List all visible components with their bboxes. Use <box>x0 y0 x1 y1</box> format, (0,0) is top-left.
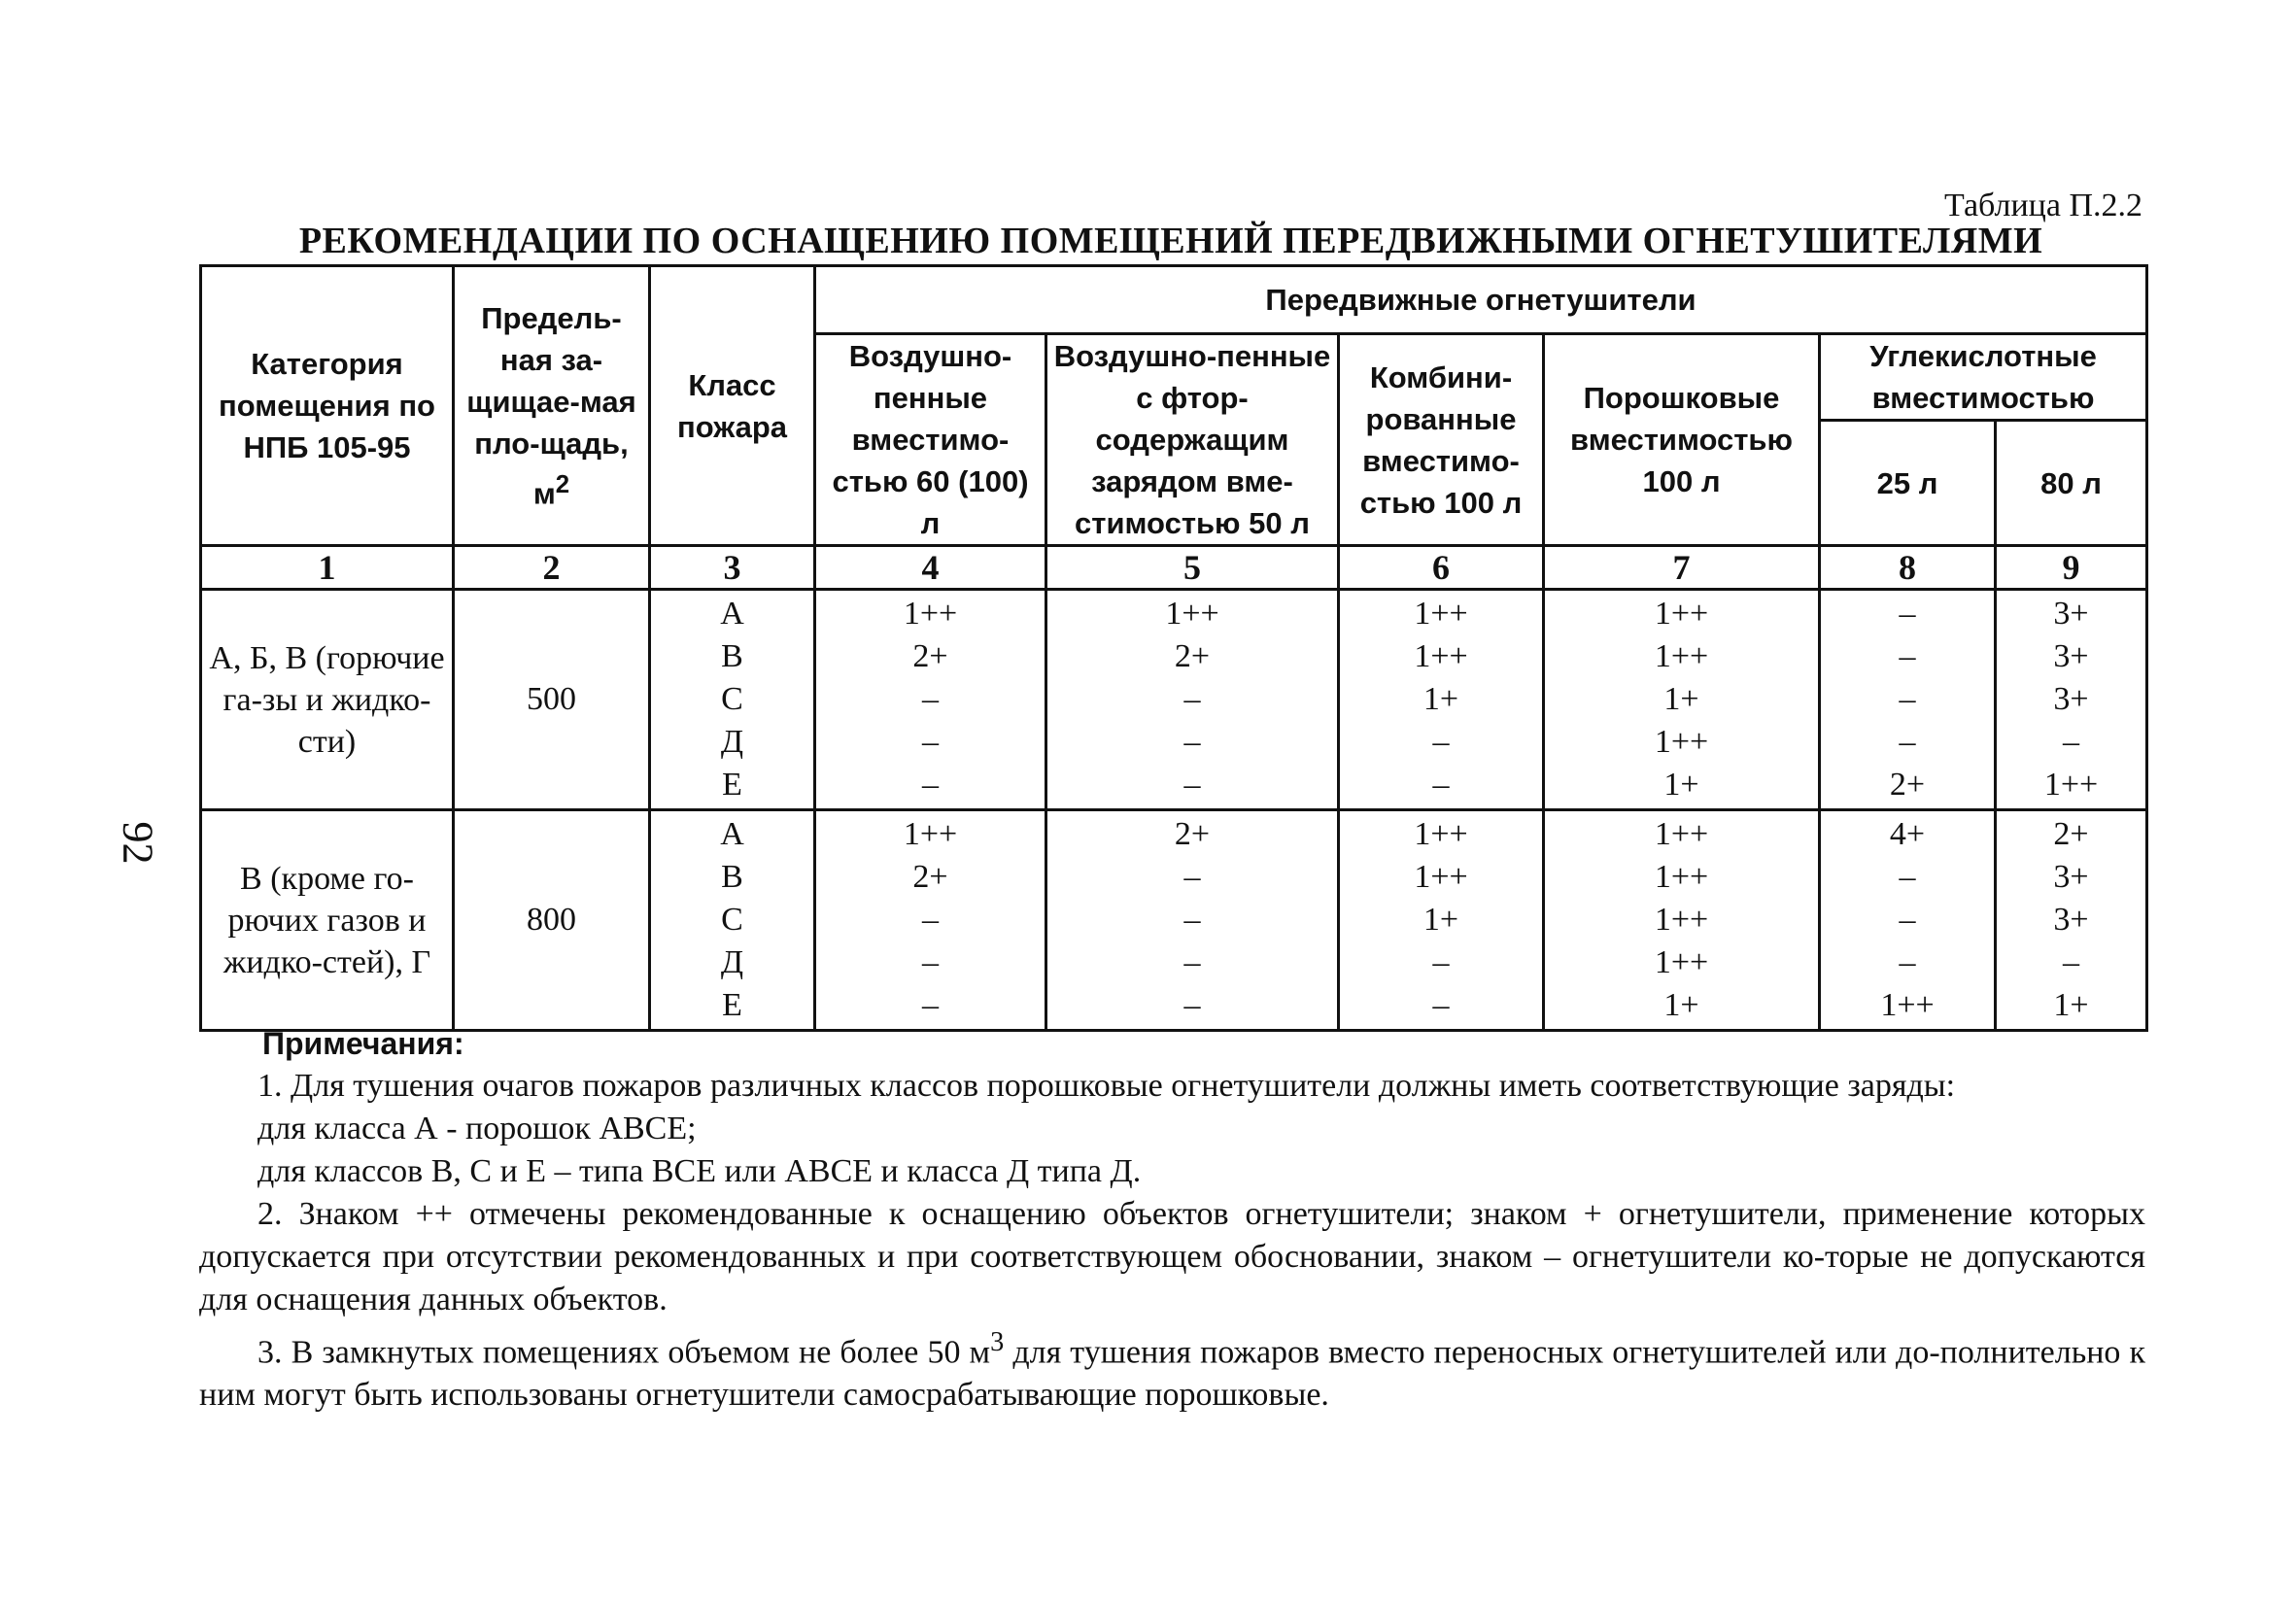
value: – <box>1432 987 1450 1023</box>
note-1a: для класса А - порошок АВСЕ; <box>257 1111 697 1146</box>
value: 4+ <box>1889 816 1926 852</box>
air-foam-cell <box>815 810 1046 1031</box>
column-numbers-row <box>201 546 2147 590</box>
note-2: 2. Знаком ++ отмечены рекомендованные к оснащению объектов огнетушители; знаком + огнетушители, применение которых допускается при отсутствии рекомендованных и при соответствующем обосновании, знаком – огнетушители ко-торые не допускаются для оснащения данных объектов. <box>199 1196 2145 1317</box>
header-mobile: Передвижные огнетушители <box>815 266 2147 334</box>
value: 3+ <box>2053 638 2089 674</box>
note-1b: для классов В, С и Е – типа ВСЕ или АВСЕ и класса Д типа Д. <box>257 1153 1142 1189</box>
value: А <box>720 596 744 632</box>
value: 1++ <box>1654 596 1709 632</box>
value: Е <box>722 767 742 803</box>
value: – <box>1899 638 1916 674</box>
value: 1+ <box>1422 681 1459 717</box>
value: – <box>1432 767 1450 803</box>
value: – <box>922 902 939 938</box>
co2-25-cell <box>1820 810 1996 1031</box>
header-powder: Порошковые вместимостью 100 л <box>1544 334 1820 546</box>
value: 2+ <box>1174 638 1211 674</box>
value: – <box>1183 724 1201 760</box>
header-area-text: Предель-ная за-щищае-мая пло-щадь, м <box>466 300 636 511</box>
value: 1++ <box>1654 816 1709 852</box>
value: – <box>2063 944 2080 980</box>
value: 2+ <box>1174 816 1211 852</box>
combined-cell <box>1339 590 1544 810</box>
value: 1++ <box>2043 767 2099 803</box>
value: – <box>1183 681 1201 717</box>
header-area <box>454 266 650 546</box>
column-number: 5 <box>1046 546 1339 590</box>
value: Д <box>720 724 744 760</box>
page-number: 92 <box>114 821 162 865</box>
class-cell <box>650 810 815 1031</box>
co2-25-cell <box>1820 590 1996 810</box>
header-co2-80: 80 л <box>1996 421 2147 546</box>
column-number: 1 <box>201 546 454 590</box>
value: Е <box>722 987 742 1023</box>
value: 2+ <box>912 638 948 674</box>
value: 1+ <box>1663 681 1699 717</box>
value: В <box>721 638 743 674</box>
column-number: 9 <box>1996 546 2147 590</box>
powder-cell <box>1544 810 1820 1031</box>
value: 2+ <box>2053 816 2089 852</box>
value: – <box>1432 944 1450 980</box>
value: В <box>721 859 743 895</box>
value: – <box>1183 944 1201 980</box>
value: 1++ <box>1880 987 1935 1023</box>
header-combined: Комбини-рованные вместимо-стью 100 л <box>1339 334 1544 546</box>
value: 1+ <box>2053 987 2089 1023</box>
notes-section <box>199 1022 2145 1417</box>
value: 1++ <box>903 816 958 852</box>
note-3-sup: 3 <box>990 1327 1005 1357</box>
powder-cell <box>1544 590 1820 810</box>
area-cell: 500 <box>454 590 650 810</box>
note-3 <box>199 1321 2145 1417</box>
co2-80-cell <box>1996 810 2147 1031</box>
combined-cell <box>1339 810 1544 1031</box>
value: 2+ <box>1889 767 1926 803</box>
header-fire-class: Класс пожара <box>650 266 815 546</box>
value: – <box>1183 902 1201 938</box>
value: С <box>721 681 743 717</box>
header-category: Категория помещения по НПБ 105-95 <box>201 266 454 546</box>
value: – <box>1899 902 1916 938</box>
value: 3+ <box>2053 681 2089 717</box>
value: С <box>721 902 743 938</box>
header-air-foam: Воздушно-пенные вместимо-стью 60 (100) л <box>815 334 1046 546</box>
value: – <box>922 681 939 717</box>
value: 1++ <box>1654 724 1709 760</box>
value: 1++ <box>1654 859 1709 895</box>
notes-heading: Примечания: <box>262 1026 464 1061</box>
value: – <box>1183 859 1201 895</box>
value: 1+ <box>1422 902 1459 938</box>
header-co2-25: 25 л <box>1820 421 1996 546</box>
value: – <box>1899 859 1916 895</box>
air-foam-cell <box>815 590 1046 810</box>
category-cell: В (кроме го-рючих газов и жидко-стей), Г <box>201 810 454 1031</box>
table-label: Таблица П.2.2 <box>1944 188 2142 223</box>
value: 1++ <box>1414 816 1468 852</box>
value: – <box>922 767 939 803</box>
value: – <box>922 724 939 760</box>
air-foam-fluor-cell <box>1046 590 1339 810</box>
value: А <box>720 816 744 852</box>
value: 1++ <box>903 596 958 632</box>
class-cell <box>650 590 815 810</box>
value: – <box>1899 944 1916 980</box>
note-3-pre: 3. В замкнутых помещениях объемом не более 50 м <box>257 1334 991 1371</box>
category-cell: А, Б, В (горючие га-зы и жидко-сти) <box>201 590 454 810</box>
air-foam-fluor-cell <box>1046 810 1339 1031</box>
value: – <box>1183 767 1201 803</box>
value: 2+ <box>912 859 948 895</box>
column-number: 8 <box>1820 546 1996 590</box>
value: – <box>1899 724 1916 760</box>
value: 1++ <box>1654 944 1709 980</box>
column-number: 7 <box>1544 546 1820 590</box>
value: 1+ <box>1663 767 1699 803</box>
value: – <box>1183 987 1201 1023</box>
extinguisher-table <box>199 264 2148 1032</box>
value: 3+ <box>2053 859 2089 895</box>
value: – <box>1899 596 1916 632</box>
note-1: 1. Для тушения очагов пожаров различных классов порошковые огнетушители должны иметь соответствующие заряды: <box>257 1068 1956 1104</box>
header-air-foam-fluor: Воздушно-пенные с фтор-содержащим зарядом вме-стимостью 50 л <box>1046 334 1339 546</box>
table-row-group-1 <box>201 590 2147 810</box>
value: 3+ <box>2053 596 2089 632</box>
value: – <box>2063 724 2080 760</box>
value: 3+ <box>2053 902 2089 938</box>
co2-80-cell <box>1996 590 2147 810</box>
table-title: РЕКОМЕНДАЦИИ ПО ОСНАЩЕНИЮ ПОМЕЩЕНИЙ ПЕРЕДВИЖНЫМИ ОГНЕТУШИТЕЛЯМИ <box>298 221 2043 261</box>
value: – <box>1899 681 1916 717</box>
value: Д <box>720 944 744 980</box>
value: – <box>922 944 939 980</box>
column-number: 2 <box>454 546 650 590</box>
column-number: 3 <box>650 546 815 590</box>
value: 1++ <box>1414 596 1468 632</box>
value: – <box>922 987 939 1023</box>
column-number: 4 <box>815 546 1046 590</box>
value: 1++ <box>1654 638 1709 674</box>
value: 1++ <box>1654 902 1709 938</box>
area-cell: 800 <box>454 810 650 1031</box>
value: 1++ <box>1414 859 1468 895</box>
value: 1+ <box>1663 987 1699 1023</box>
value: 1++ <box>1414 638 1468 674</box>
value: – <box>1432 724 1450 760</box>
header-co2: Углекислотные вместимостью <box>1820 334 2147 421</box>
table-row-group-2 <box>201 810 2147 1031</box>
column-number: 6 <box>1339 546 1544 590</box>
value: 1++ <box>1165 596 1219 632</box>
header-area-sup: 2 <box>555 470 570 498</box>
note-3-post: для тушения пожаров вместо переносных огнетушителей или до-полнительно к ним могут быть использованы огнетушители самосрабатывающие порошковые. <box>199 1334 2145 1414</box>
